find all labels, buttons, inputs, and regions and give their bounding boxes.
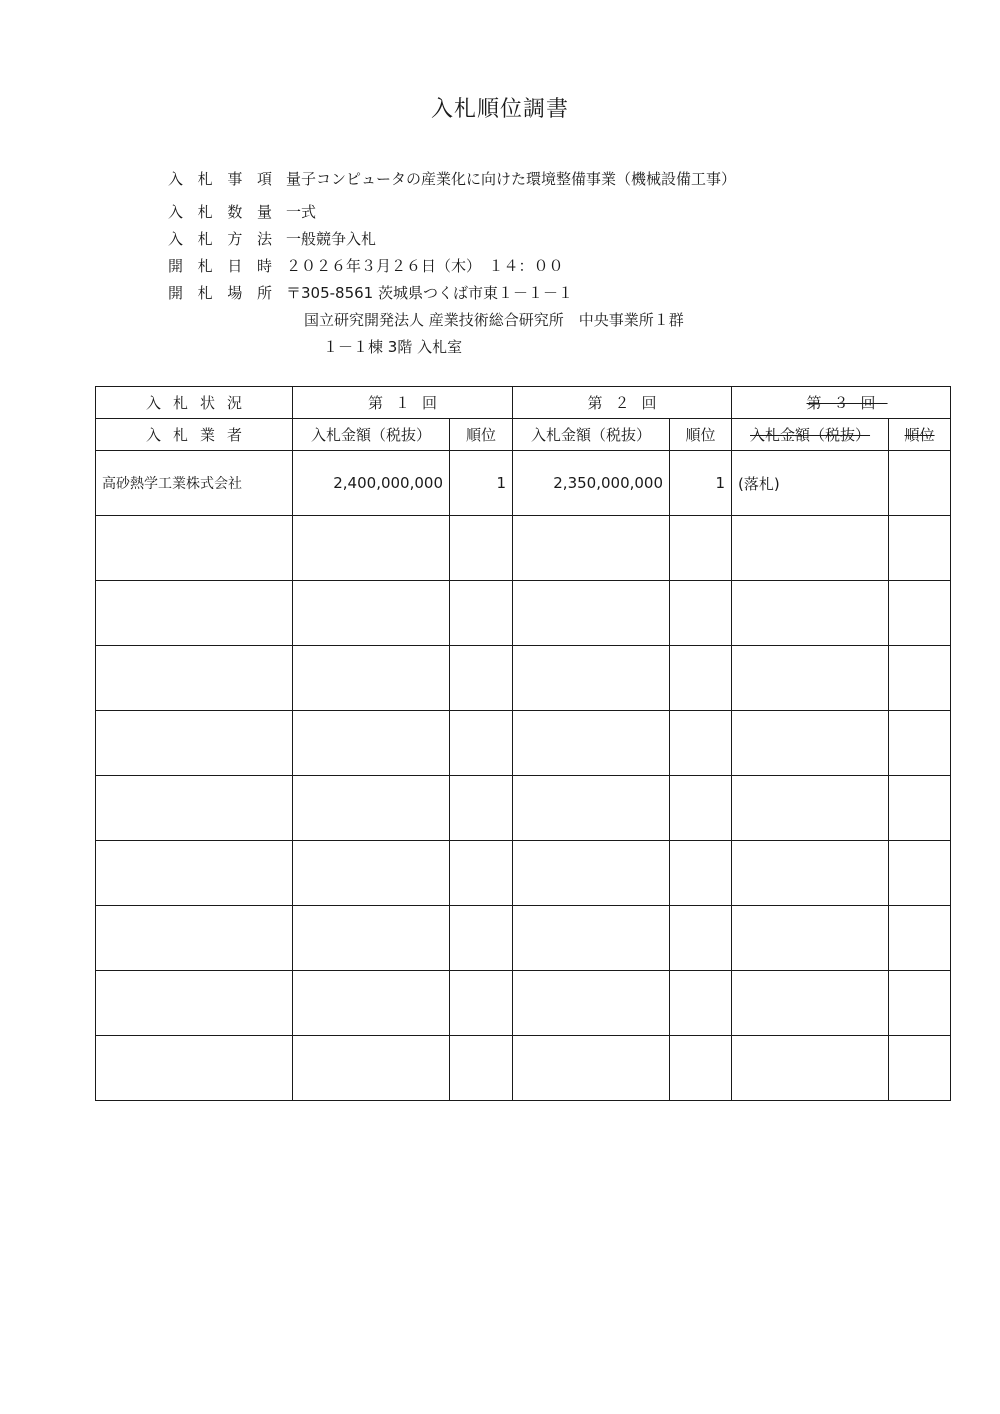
header-bidder: 入札業者 (96, 419, 293, 451)
cell-r2-amount (513, 776, 670, 841)
header-r1-amount: 入札金額（税抜） (293, 419, 450, 451)
info-value-quantity: 一式 (286, 203, 317, 221)
cell-r3-rank (889, 581, 951, 646)
cell-r2-amount (513, 906, 670, 971)
cell-r2-amount (513, 711, 670, 776)
cell-r2-amount (513, 516, 670, 581)
cell-r2-amount (513, 841, 670, 906)
cell-r3-rank (889, 841, 951, 906)
cell-r2-amount (513, 581, 670, 646)
cell-r1-rank (450, 776, 513, 841)
cell-r1-rank (450, 581, 513, 646)
table-row (96, 776, 951, 841)
cell-r1-amount (293, 776, 450, 841)
cell-r3-rank (889, 776, 951, 841)
info-label-method: 入 札 方 法 (168, 230, 272, 248)
table-row (96, 581, 951, 646)
cell-bidder (96, 776, 293, 841)
info-label-quantity: 入 札 数 量 (168, 203, 272, 221)
header-r3-rank: 順位 (889, 419, 951, 451)
bid-ranking-table (95, 386, 951, 1101)
cell-r1-rank: 1 (450, 451, 513, 516)
cell-bidder (96, 711, 293, 776)
cell-r1-amount (293, 906, 450, 971)
header-round-1: 第１回 (293, 387, 513, 419)
cell-r3-amount (732, 1036, 889, 1101)
cell-r3-amount (732, 516, 889, 581)
cell-r2-rank (670, 971, 732, 1036)
cell-r1-rank (450, 841, 513, 906)
table-row (96, 451, 951, 516)
cell-r2-rank (670, 711, 732, 776)
cell-r1-amount (293, 516, 450, 581)
info-row-place (168, 279, 736, 306)
cell-bidder (96, 516, 293, 581)
cell-r1-rank (450, 906, 513, 971)
cell-r3-rank (889, 516, 951, 581)
cell-r2-rank (670, 516, 732, 581)
cell-r3-amount (732, 971, 889, 1036)
cell-r2-rank (670, 581, 732, 646)
table-row (96, 971, 951, 1036)
table-row (96, 646, 951, 711)
table-row (96, 516, 951, 581)
cell-r2-amount (513, 646, 670, 711)
cell-r2-rank: 1 (670, 451, 732, 516)
cell-bidder (96, 841, 293, 906)
header-bid-status: 入札状況 (96, 387, 293, 419)
table-row (96, 906, 951, 971)
cell-r3-rank (889, 971, 951, 1036)
cell-r1-rank (450, 516, 513, 581)
cell-r2-rank (670, 776, 732, 841)
info-value-place-line1: 〒305-8561 茨城県つくば市東１－１－１ (286, 284, 573, 302)
info-row-item (168, 165, 736, 192)
cell-bidder (96, 1036, 293, 1101)
document-title: 入札順位調書 (430, 97, 569, 122)
cell-r2-amount: 2,350,000,000 (513, 451, 670, 516)
cell-r2-amount (513, 1036, 670, 1101)
header-r2-rank: 順位 (670, 419, 732, 451)
cell-r1-rank (450, 971, 513, 1036)
cell-bidder (96, 971, 293, 1036)
info-value-place-line2: 国立研究開発法人 産業技術総合研究所 中央事業所１群 (304, 311, 684, 329)
info-value-item: 量子コンピュータの産業化に向けた環境整備事業（機械設備工事） (286, 170, 737, 188)
cell-r3-amount (732, 776, 889, 841)
cell-r2-rank (670, 646, 732, 711)
info-row-method (168, 225, 736, 252)
cell-r1-amount: 2,400,000,000 (293, 451, 450, 516)
info-label-datetime: 開 札 日 時 (168, 257, 272, 275)
info-value-place-line3: １－１棟 3階 入札室 (323, 338, 463, 356)
cell-r1-rank (450, 1036, 513, 1101)
cell-r1-amount (293, 711, 450, 776)
table-header-row-rounds (96, 387, 951, 419)
cell-bidder (96, 906, 293, 971)
bid-info-block (168, 165, 736, 360)
info-label-item: 入 札 事 項 (168, 170, 272, 188)
cell-r3-rank (889, 711, 951, 776)
cell-bidder (96, 581, 293, 646)
table-row (96, 841, 951, 906)
table-row (96, 711, 951, 776)
cell-r3-rank (889, 906, 951, 971)
cell-r3-amount: (落札) (732, 451, 889, 516)
cell-r1-rank (450, 711, 513, 776)
cell-r1-amount (293, 581, 450, 646)
cell-r2-rank (670, 906, 732, 971)
cell-bidder (96, 646, 293, 711)
cell-r3-rank (889, 451, 951, 516)
header-round-2: 第２回 (513, 387, 732, 419)
cell-r2-rank (670, 841, 732, 906)
cell-r2-amount (513, 971, 670, 1036)
header-r2-amount: 入札金額（税抜） (513, 419, 670, 451)
cell-r2-rank (670, 1036, 732, 1101)
info-value-datetime: ２０２６年３月２６日（木） １４：００ (286, 257, 564, 275)
cell-r3-amount (732, 841, 889, 906)
cell-r3-amount (732, 906, 889, 971)
table-row (96, 1036, 951, 1101)
cell-r1-amount (293, 646, 450, 711)
cell-r1-amount (293, 971, 450, 1036)
header-round-3: 第３回 (732, 387, 951, 419)
table-header-row-columns (96, 419, 951, 451)
info-row-quantity (168, 198, 736, 225)
cell-r1-amount (293, 841, 450, 906)
cell-r3-amount (732, 581, 889, 646)
cell-r3-amount (732, 711, 889, 776)
info-label-place: 開 札 場 所 (168, 284, 272, 302)
cell-r3-amount (732, 646, 889, 711)
cell-bidder: 高砂熱学工業株式会社 (96, 451, 293, 516)
cell-r1-amount (293, 1036, 450, 1101)
cell-r1-rank (450, 646, 513, 711)
cell-r3-rank (889, 646, 951, 711)
cell-r3-rank (889, 1036, 951, 1101)
info-row-datetime (168, 252, 736, 279)
header-r1-rank: 順位 (450, 419, 513, 451)
info-value-method: 一般競争入札 (286, 230, 377, 248)
header-r3-amount: 入札金額（税抜） (732, 419, 889, 451)
